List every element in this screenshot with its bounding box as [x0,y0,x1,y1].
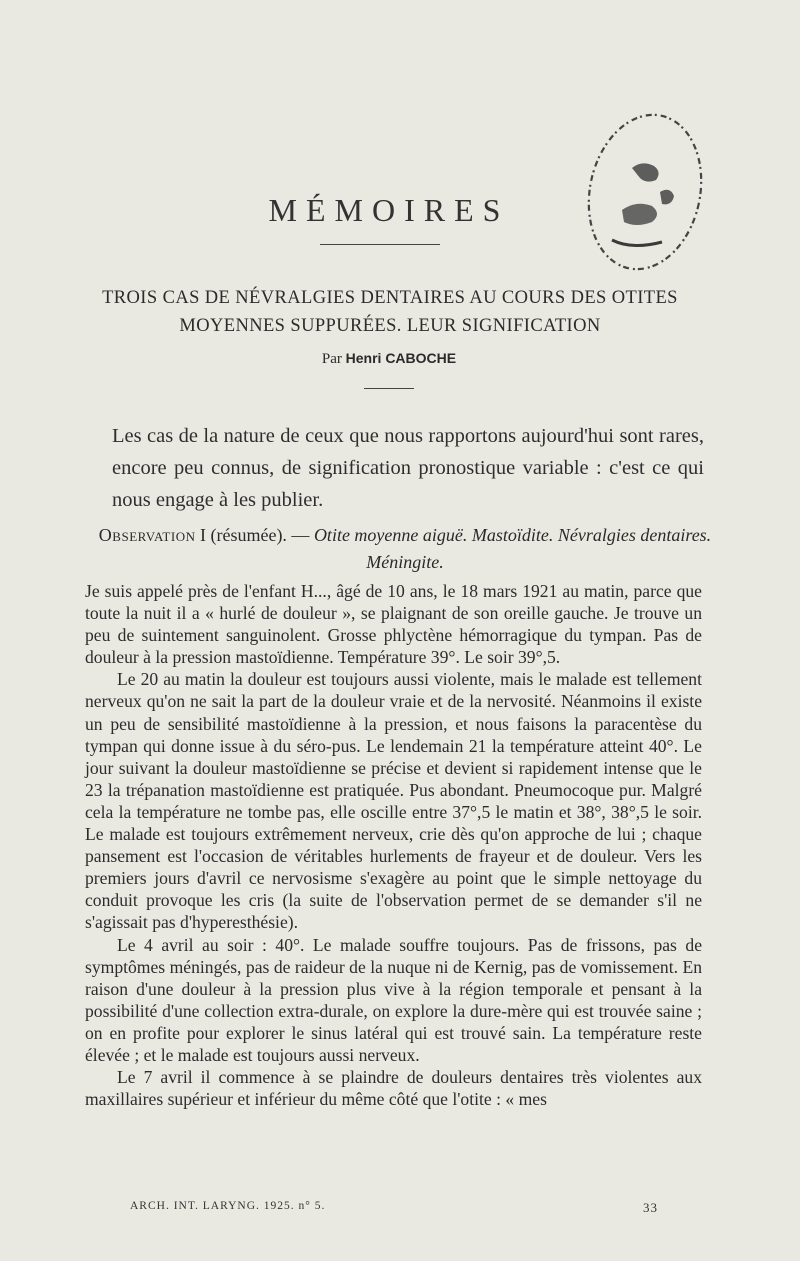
body-text [85,580,702,1110]
library-stamp [582,100,708,280]
journal-reference: ARCH. INT. LARYNG. 1925. n° 5. [130,1200,326,1212]
byline-divider [364,388,414,389]
title-divider [320,244,440,245]
section-title: MÉMOIRES [268,192,510,228]
page-number: 33 [643,1200,658,1215]
article-title: TROIS CAS DE NÉVRALGIES DENTAIRES AU COURS DES OTITES MOYENNES SUPPURÉES. LEUR SIGNIFICATION [102,288,678,336]
observation-number: I (résumée). — [199,525,310,545]
author-name: Henri CABOCHE [345,350,457,366]
byline [0,350,778,368]
paragraph: Je suis appelé près de l'enfant H..., âgé de 10 ans, le 18 mars 1921 au matin, parce que toute la nuit il a « hurlé de douleur », se plaignant de son oreille gauche. Je trouve un peu de suintement sanguinolent. Grosse phlyctène hémorragique du tympan. Pas de douleur à la pression mastoïdienne. Température 39°. Le soir 39°,5. [85,581,702,668]
observation-label: Observation [98,525,196,545]
byline-prefix: Par [321,351,342,367]
observation-subtitle: Otite moyenne aiguë. Mastoïdite. Névralgies dentaires. Méningite. [313,525,712,572]
paragraph: Le 7 avril il commence à se plaindre de douleurs dentaires très violentes aux maxillaires supérieur et inférieur du même côté que l'otite : « mes [85,1067,702,1110]
intro-paragraph: Les cas de la nature de ceux que nous rapportons aujourd'hui sont rares, encore peu connus, de signification pronostique variable : c'est ce qui nous engage à les publier. [112,425,704,511]
paragraph: Le 4 avril au soir : 40°. Le malade souffre toujours. Pas de frissons, pas de symptômes méningés, pas de raideur de la nuque ni de Kernig, pas de vomissement. En raison d'une douleur à la pression plus vive à la région temporale et pensant à la possibilité d'une collection extra-durale, on explore la dure-mère qui est trouvée saine ; on en profite pour explorer le sinus latéral qui est trouvé sain. La température reste élevée ; et le malade est toujours aussi nerveux. [85,934,702,1065]
paragraph: Le 20 au matin la douleur est toujours aussi violente, mais le malade est tellement nerveux qu'on ne sait la part de la douleur vraie et de la nervosité. Néanmoins il existe un peu de sensibilité mastoïdienne à la pression, et nous faisons la paracentèse du tympan qui donne issue à du séro-pus. Le lendemain 21 la température atteint 40°. Le jour suivant la douleur mastoïdienne se précise et devient si rapidement intense que le 23 la trépanation mastoïdienne est pratiquée. Pus abondant. Pneumocoque pur. Malgré cela la température ne tombe pas, elle oscille entre 37°,5 le matin et 38°, 38°,5 le soir. Le malade est toujours extrêmement nerveux, crie dès qu'on approche de lui ; chaque pansement est l'occasion de véritables hurlements de frayeur et de douleur. Vers les premiers jours d'avril ce nervosisme s'exagère au point que le simple nettoyage du conduit provoque les cris (la suite de l'observation permet de se demander s'il ne s'agissait pas d'hyperesthésie). [85,669,702,933]
observation-heading [60,522,750,576]
